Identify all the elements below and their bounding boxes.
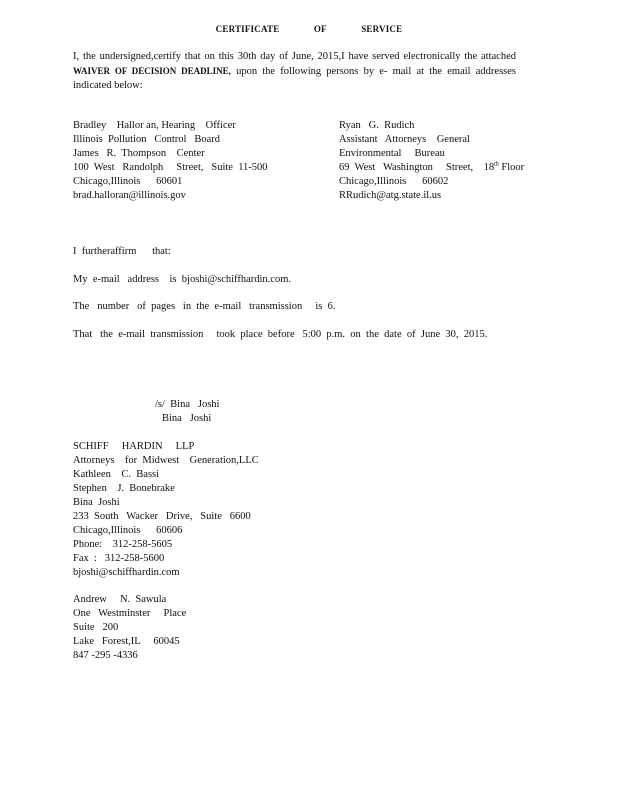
attorney-line: Suite 200 [73, 622, 119, 633]
recipient-left-line: Bradley Hallor an, Hearing Officer [73, 120, 236, 131]
recipient-left-email: brad.halloran@illinois.gov [73, 190, 186, 201]
recipient-right-street-text: 69 West Washington Street, 18 [339, 162, 495, 173]
signature-line: /s/ Bina Joshi [155, 399, 220, 410]
attorney-phone: 847 -295 -4336 [73, 650, 138, 661]
attorney-line: Lake Forest,IL 60045 [73, 636, 180, 647]
firm-line: Stephen J. Bonebrake [73, 483, 175, 494]
recipient-right-street-sup: th [494, 161, 499, 168]
recipient-right-street [339, 161, 524, 175]
firm-name: SCHIFF HARDIN LLP [73, 441, 195, 452]
intro-document-name: WAIVER OF DECISION DEADLINE, [73, 66, 231, 76]
firm-email: bjoshi@schiffhardin.com [73, 567, 180, 578]
title-word-certificate: CERTIFICATE [215, 24, 280, 34]
attorney-line: Andrew N. Sawula [73, 594, 167, 605]
intro-text-2: upon the following persons by e- mail at the email addresses indicated below: [73, 66, 516, 91]
firm-line: 233 South Wacker Drive, Suite 6600 [73, 511, 251, 522]
affirm-line-time: That the e-mail transmission took place before 5:00 p.m. on the date of June 30, 2015. [73, 329, 488, 340]
firm-line: Bina Joshi [73, 497, 120, 508]
affirm-heading: I furtheraffirm that: [73, 246, 171, 257]
recipient-right-street-end: Floor [498, 162, 525, 173]
signature-name: Bina Joshi [162, 413, 212, 424]
affirm-line-email: My e-mail address is bjoshi@schiffhardin.com. [73, 274, 291, 285]
firm-line: Attorneys for Midwest Generation,LLC [73, 455, 259, 466]
document-title [0, 24, 618, 34]
recipient-left-line: 100 West Randolph Street, Suite 11-500 [73, 162, 268, 173]
firm-fax: Fax : 312-258-5600 [73, 553, 165, 564]
recipient-right-email: RRudich@atg.state.il.us [339, 190, 442, 201]
firm-block [73, 440, 259, 580]
recipient-right-line: Ryan G. Rudich [339, 120, 415, 131]
intro-text-1: I, the undersigned,certify that on this 30th day of June, 2015,I have served electronically the attached [73, 51, 516, 62]
firm-phone: Phone: 312-258-5605 [73, 539, 173, 550]
recipient-right-line: Assistant Attorneys General [339, 134, 470, 145]
recipient-right [339, 119, 524, 203]
firm-line: Kathleen C. Bassi [73, 469, 160, 480]
intro-paragraph [73, 50, 516, 93]
affirm-line-pages: The number of pages in the e-mail transmission is 6. [73, 301, 336, 312]
second-attorney-block [73, 593, 186, 663]
attorney-line: One Westminster Place [73, 608, 187, 619]
recipient-right-line: Chicago,Illinois 60602 [339, 176, 449, 187]
recipient-left-line: Chicago,Illinois 60601 [73, 176, 183, 187]
title-word-service: SERVICE [361, 24, 403, 34]
firm-line: Chicago,Illinois 60606 [73, 525, 183, 536]
recipient-left-line: Illinois Pollution Control Board [73, 134, 221, 145]
recipient-left [73, 119, 268, 203]
title-word-of: OF [313, 24, 327, 34]
recipient-left-line: James R. Thompson Center [73, 148, 205, 159]
recipient-right-line: Environmental Bureau [339, 148, 445, 159]
